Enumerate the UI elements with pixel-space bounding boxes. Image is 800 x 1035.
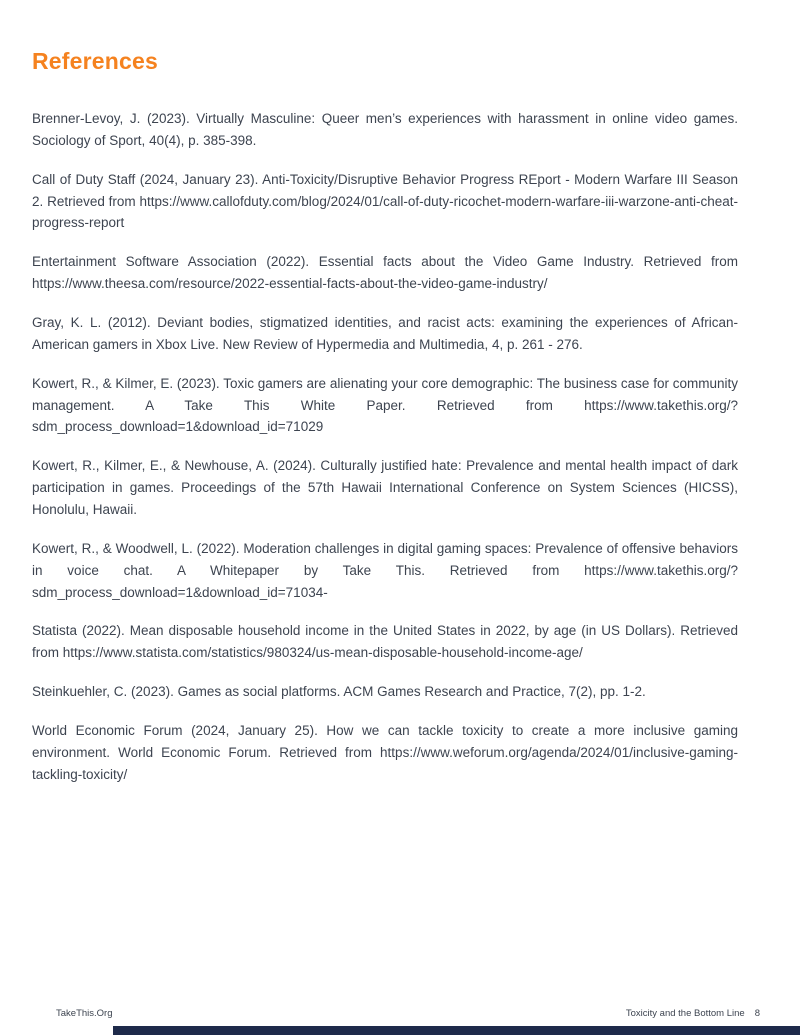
reference-entry: Steinkuehler, C. (2023). Games as social platforms. ACM Games Research and Practice, 7(2), pp. 1-2.	[32, 684, 646, 700]
footer-site-name: TakeThis.Org	[56, 1008, 113, 1019]
page-title: References	[32, 48, 159, 74]
footer-document-info	[626, 1008, 760, 1019]
reference-entry: Brenner-Levoy, J. (2023). Virtually Masculine: Queer men’s experiences with harassment in online video games. Sociology of Sport, 40(4), p. 385-398.	[32, 111, 738, 148]
page-footer	[0, 1005, 800, 1019]
bottom-accent-bar	[113, 1026, 800, 1035]
reference-entry: Kowert, R., Kilmer, E., & Newhouse, A. (2024). Culturally justified hate: Prevalence and mental health impact of dark participation in games. Proceedings of the 57th Hawaii International Conference on System Sciences (HICSS), Honolulu, Hawaii.	[32, 458, 738, 518]
reference-entry: Statista (2022). Mean disposable household income in the United States in 2022, by age (in US Dollars). Retrieved from https://www.statista.com/statistics/980324/us-mean-disposable-household-income-age/	[32, 623, 738, 661]
reference-entry: Kowert, R., & Kilmer, E. (2023). Toxic gamers are alienating your core demographic: The business case for community management. A Take This White Paper. Retrieved from https://www.takethis.org/?sdm_process_download=1&download_id=71029	[32, 375, 738, 435]
reference-entry: Gray, K. L. (2012). Deviant bodies, stigmatized identities, and racist acts: examining the experiences of African-American gamers in Xbox Live. New Review of Hypermedia and Multimedia, 4, p. 261 - 276.	[32, 315, 738, 352]
footer-page-number: 8	[754, 1008, 760, 1019]
footer-document-title: Toxicity and the Bottom Line	[625, 1008, 745, 1019]
reference-entry: Kowert, R., & Woodwell, L. (2022). Moderation challenges in digital gaming spaces: Prevalence of offensive behaviors in voice chat. A Whitepaper by Take This. Retrieved from https://www.takethis.org/?sdm_process_download=1&download_id=71034-	[32, 540, 738, 600]
references-list	[32, 108, 738, 803]
reference-entry: Call of Duty Staff (2024, January 23). Anti-Toxicity/Disruptive Behavior Progress REport - Modern Warfare III Season 2. Retrieved from https://www.callofduty.com/blog/2024/01/call-of-duty-ricochet-modern-warfare-iii-warzone-anti-cheat-progress-report	[32, 171, 738, 231]
reference-entry: World Economic Forum (2024, January 25). How we can tackle toxicity to create a more inclusive gaming environment. World Economic Forum. Retrieved from https://www.weforum.org/agenda/2024/01/inclusive-gaming-tackling-toxicity/	[32, 723, 738, 782]
reference-entry: Entertainment Software Association (2022). Essential facts about the Video Game Industry. Retrieved from https://www.theesa.com/resource/2022-essential-facts-about-the-video-game-industry/	[32, 254, 738, 292]
